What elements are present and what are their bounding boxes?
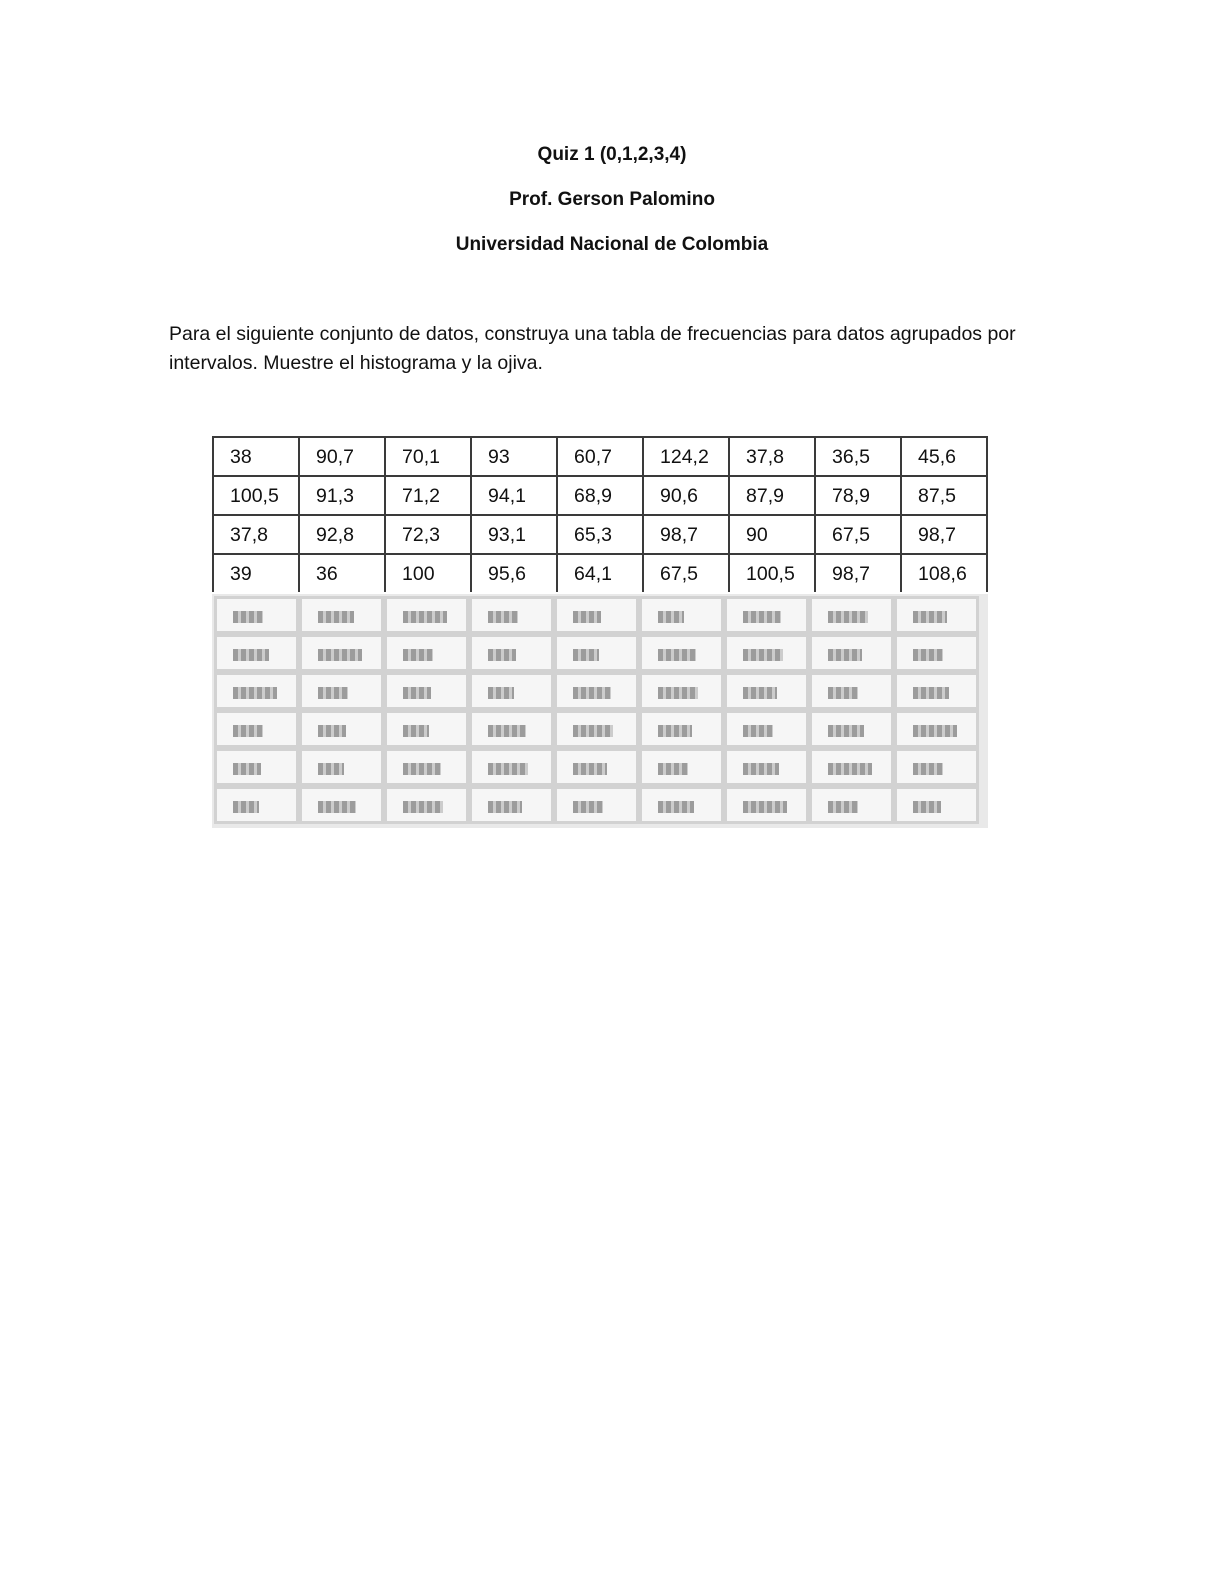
obscured-value — [403, 763, 441, 775]
obscured-table-cell — [384, 786, 469, 824]
obscured-table-cell — [214, 672, 299, 710]
obscured-value — [913, 801, 941, 813]
table-cell: 100,5 — [213, 476, 299, 515]
obscured-value — [743, 649, 783, 661]
table-cell: 67,5 — [815, 515, 901, 554]
obscured-table-cell — [724, 748, 809, 786]
obscured-table-cell — [554, 786, 639, 824]
obscured-value — [403, 611, 447, 623]
table-cell: 100 — [385, 554, 471, 592]
obscured-value — [233, 687, 277, 699]
obscured-table-grid — [214, 596, 979, 824]
obscured-value — [743, 725, 773, 737]
table-row — [213, 515, 987, 554]
table-cell: 37,8 — [729, 437, 815, 476]
obscured-value — [658, 801, 694, 813]
professor-name: Prof. Gerson Palomino — [509, 189, 715, 210]
table-cell: 108,6 — [901, 554, 987, 592]
obscured-value — [743, 763, 779, 775]
table-cell: 64,1 — [557, 554, 643, 592]
obscured-table-cell — [894, 748, 979, 786]
obscured-table-cell — [214, 634, 299, 672]
obscured-table-cell — [554, 710, 639, 748]
obscured-value — [318, 687, 348, 699]
obscured-table-cell — [384, 748, 469, 786]
obscured-value — [233, 649, 269, 661]
quiz-title: Quiz 1 (0,1,2,3,4) — [537, 144, 687, 165]
obscured-table-cell — [469, 748, 554, 786]
obscured-table-cell — [554, 634, 639, 672]
obscured-value — [233, 611, 263, 623]
obscured-table-cell — [299, 710, 384, 748]
obscured-value — [658, 611, 684, 623]
table-cell: 45,6 — [901, 437, 987, 476]
obscured-value — [233, 725, 263, 737]
table-cell: 90,6 — [643, 476, 729, 515]
obscured-table-cell — [809, 748, 894, 786]
obscured-table-cell — [639, 786, 724, 824]
obscured-table-cell — [299, 596, 384, 634]
obscured-value — [233, 801, 259, 813]
obscured-table-cell — [469, 786, 554, 824]
obscured-value — [488, 649, 516, 661]
obscured-table-cell — [469, 672, 554, 710]
obscured-value — [658, 763, 688, 775]
obscured-value — [743, 687, 777, 699]
obscured-table-cell — [299, 672, 384, 710]
table-cell: 72,3 — [385, 515, 471, 554]
obscured-table-cell — [809, 672, 894, 710]
obscured-table-cell — [214, 786, 299, 824]
obscured-table-cell — [469, 596, 554, 634]
table-cell: 94,1 — [471, 476, 557, 515]
table-cell: 67,5 — [643, 554, 729, 592]
table-row — [213, 437, 987, 476]
obscured-table-cell — [724, 672, 809, 710]
obscured-value — [658, 687, 698, 699]
obscured-value — [743, 801, 787, 813]
obscured-table-cell — [724, 596, 809, 634]
table-cell: 90,7 — [299, 437, 385, 476]
obscured-table-cell — [469, 634, 554, 672]
obscured-table-cell — [639, 596, 724, 634]
obscured-value — [488, 763, 528, 775]
obscured-table-cell — [639, 672, 724, 710]
obscured-value — [318, 649, 362, 661]
obscured-value — [403, 725, 429, 737]
obscured-value — [573, 687, 611, 699]
obscured-table-cell — [214, 748, 299, 786]
table-cell: 70,1 — [385, 437, 471, 476]
obscured-table-cell — [214, 710, 299, 748]
table-cell: 95,6 — [471, 554, 557, 592]
obscured-value — [233, 763, 261, 775]
table-cell: 98,7 — [815, 554, 901, 592]
instructions-paragraph: Para el siguiente conjunto de datos, construya una tabla de frecuencias para datos agrupados por intervalos. Muestre el histograma y la ojiva. — [169, 323, 1016, 374]
obscured-value — [318, 801, 356, 813]
data-table-body — [213, 437, 987, 592]
obscured-value — [403, 687, 431, 699]
obscured-table-cell — [639, 634, 724, 672]
obscured-value — [743, 611, 781, 623]
table-cell: 68,9 — [557, 476, 643, 515]
obscured-value — [828, 801, 858, 813]
university-name: Universidad Nacional de Colombia — [455, 234, 769, 255]
obscured-value — [913, 725, 957, 737]
obscured-value — [658, 725, 692, 737]
obscured-value — [403, 801, 443, 813]
obscured-value — [658, 649, 696, 661]
table-cell: 39 — [213, 554, 299, 592]
table-cell: 71,2 — [385, 476, 471, 515]
obscured-table-cell — [809, 634, 894, 672]
table-cell: 124,2 — [643, 437, 729, 476]
obscured-table-cell — [384, 596, 469, 634]
obscured-table-cell — [724, 710, 809, 748]
table-cell: 90 — [729, 515, 815, 554]
obscured-table-section — [212, 594, 988, 828]
table-row — [213, 554, 987, 592]
obscured-value — [488, 725, 526, 737]
table-cell: 93 — [471, 437, 557, 476]
table-cell: 92,8 — [299, 515, 385, 554]
table-cell: 98,7 — [643, 515, 729, 554]
obscured-value — [318, 763, 344, 775]
obscured-value — [828, 611, 868, 623]
table-cell: 93,1 — [471, 515, 557, 554]
obscured-value — [913, 763, 943, 775]
obscured-value — [573, 649, 599, 661]
obscured-value — [828, 649, 862, 661]
obscured-table-cell — [639, 748, 724, 786]
table-cell: 38 — [213, 437, 299, 476]
obscured-table-cell — [809, 596, 894, 634]
obscured-table-cell — [894, 672, 979, 710]
obscured-table-cell — [894, 786, 979, 824]
table-cell: 98,7 — [901, 515, 987, 554]
obscured-table-cell — [554, 672, 639, 710]
obscured-value — [318, 725, 346, 737]
obscured-value — [488, 801, 522, 813]
obscured-table-cell — [554, 748, 639, 786]
obscured-value — [488, 611, 518, 623]
table-cell: 87,9 — [729, 476, 815, 515]
obscured-table-cell — [299, 634, 384, 672]
obscured-value — [828, 687, 858, 699]
obscured-table-cell — [894, 634, 979, 672]
obscured-table-cell — [894, 710, 979, 748]
obscured-value — [488, 687, 514, 699]
obscured-table-cell — [809, 786, 894, 824]
obscured-table-cell — [469, 710, 554, 748]
table-cell: 100,5 — [729, 554, 815, 592]
table-cell: 78,9 — [815, 476, 901, 515]
table-row — [213, 476, 987, 515]
obscured-value — [573, 763, 607, 775]
obscured-value — [573, 611, 601, 623]
table-cell: 36,5 — [815, 437, 901, 476]
obscured-value — [913, 649, 943, 661]
data-table — [212, 436, 988, 592]
obscured-table-cell — [299, 748, 384, 786]
obscured-value — [573, 725, 613, 737]
obscured-table-cell — [384, 672, 469, 710]
table-cell: 65,3 — [557, 515, 643, 554]
obscured-table-cell — [299, 786, 384, 824]
table-cell: 91,3 — [299, 476, 385, 515]
table-cell: 37,8 — [213, 515, 299, 554]
obscured-value — [913, 687, 949, 699]
table-cell: 60,7 — [557, 437, 643, 476]
obscured-table-cell — [384, 710, 469, 748]
obscured-value — [913, 611, 947, 623]
obscured-table-cell — [809, 710, 894, 748]
obscured-table-cell — [384, 634, 469, 672]
obscured-table-cell — [554, 596, 639, 634]
obscured-value — [828, 763, 872, 775]
obscured-table-cell — [894, 596, 979, 634]
obscured-value — [403, 649, 433, 661]
obscured-value — [828, 725, 864, 737]
obscured-table-cell — [724, 634, 809, 672]
obscured-value — [573, 801, 603, 813]
obscured-table-cell — [214, 596, 299, 634]
obscured-table-cell — [639, 710, 724, 748]
obscured-table-cell — [724, 786, 809, 824]
table-cell: 87,5 — [901, 476, 987, 515]
obscured-value — [318, 611, 354, 623]
table-cell: 36 — [299, 554, 385, 592]
